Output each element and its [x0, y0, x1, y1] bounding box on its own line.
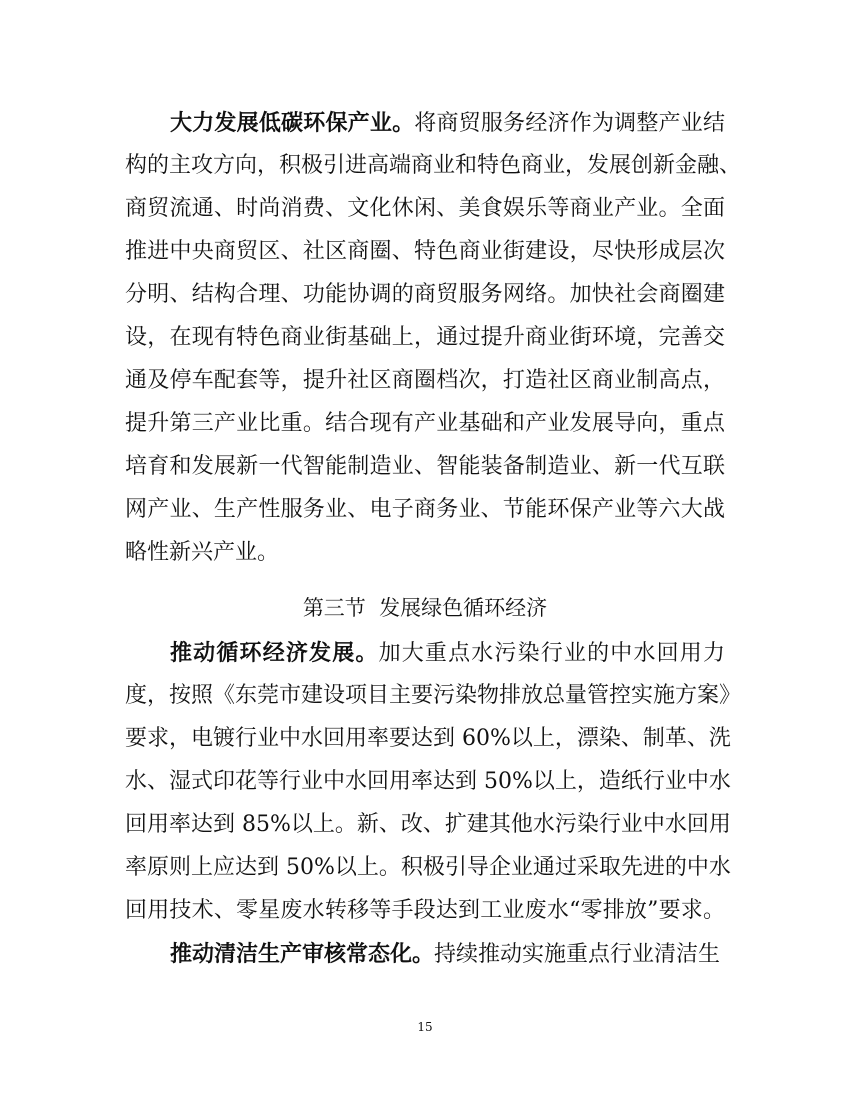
- paragraph-1-line-1: [170, 103, 725, 143]
- paragraph-2-line-1-text: 加大重点水污染行业的中水回用力: [378, 641, 725, 666]
- paragraph-1-line-4: 推进中央商贸区、社区商圈、特色商业街建设，尽快形成层次: [125, 239, 725, 264]
- paragraph-1-line-11: 略性新兴产业。: [125, 540, 280, 565]
- paragraph-2-line-5: 回用率达到 85%以上。新、改、扩建其他水污染行业中水回用: [125, 812, 731, 837]
- paragraph-2-line-3: 要求，电镀行业中水回用率要达到 60%以上，漂染、制革、洗: [125, 726, 731, 751]
- paragraph-3-line-1: [170, 934, 725, 974]
- paragraph-1-line-2: 构的主攻方向，积极引进高端商业和特色商业，发展创新金融、: [125, 153, 742, 178]
- section-heading: 第三节 发展绿色循环经济: [302, 596, 548, 620]
- paragraph-1-line-8: 提升第三产业比重。结合现有产业基础和产业发展导向，重点: [125, 411, 725, 436]
- paragraph-2-line-7: 回用技术、零星废水转移等手段达到工业废水“零排放”要求。: [125, 898, 725, 923]
- paragraph-1-line-5: 分明、结构合理、功能协调的商贸服务网络。加快社会商圈建: [125, 282, 725, 307]
- paragraph-3-line-1-text: 持续推动实施重点行业清洁生: [434, 942, 721, 967]
- paragraph-1-line-1-text: 将商贸服务经济作为调整产业结: [414, 111, 725, 136]
- paragraph-2-line-4: 水、湿式印花等行业中水回用率达到 50%以上，造纸行业中水: [125, 769, 731, 794]
- paragraph-3-lead: 推动清洁生产审核常态化。: [170, 941, 435, 967]
- paragraph-1-line-10: 网产业、生产性服务业、电子商务业、节能环保产业等六大战: [125, 497, 725, 522]
- paragraph-2-line-6: 率原则上应达到 50%以上。积极引导企业通过采取先进的中水: [125, 855, 731, 880]
- paragraph-1-line-9: 培育和发展新一代智能制造业、智能装备制造业、新一代互联: [125, 454, 725, 479]
- page-number: 15: [417, 1020, 433, 1034]
- paragraph-1-lead: 大力发展低碳环保产业。: [170, 110, 415, 136]
- paragraph-1-line-3: 商贸流通、时尚消费、文化休闲、美食娱乐等商业产业。全面: [125, 196, 725, 221]
- paragraph-1-line-7: 通及停车配套等，提升社区商圈档次，打造社区商业制高点，: [125, 368, 725, 393]
- paragraph-2-lead: 推动循环经济发展。: [170, 640, 379, 666]
- paragraph-2-line-2: 度，按照《东莞市建设项目主要污染物排放总量管控实施方案》: [125, 683, 742, 708]
- paragraph-1-line-6: 设，在现有特色商业街基础上，通过提升商业街环境，完善交: [125, 325, 725, 350]
- paragraph-2-line-1: [170, 633, 725, 673]
